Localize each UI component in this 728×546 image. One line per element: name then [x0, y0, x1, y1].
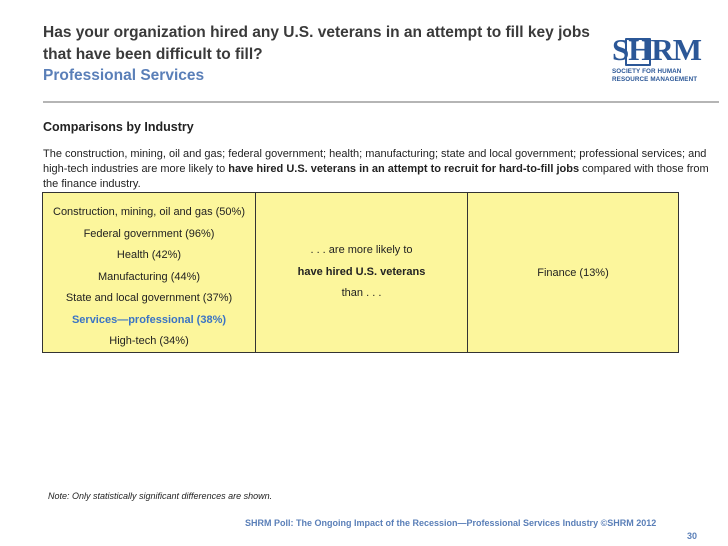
- industry-item-highlighted: Services—professional (38%): [71, 313, 227, 326]
- header-divider: [43, 101, 719, 103]
- tagline-line-2: RESOURCE MANAGEMENT: [612, 75, 698, 83]
- paragraph-text-2: compared with those from the finance industry.: [43, 163, 709, 190]
- industry-item: Manufacturing (44%): [97, 270, 201, 283]
- comparison-baseline-industry: Finance (13%): [537, 266, 609, 279]
- shrm-tagline: [612, 68, 700, 83]
- summary-paragraph: [43, 147, 713, 192]
- shrm-logo: [612, 34, 700, 90]
- comparison-left-column: [43, 193, 256, 352]
- comparison-right-column: [468, 193, 678, 352]
- slide-title: Has your organization hired any U.S. veterans in an attempt to fill key jobs that have been difficult to fill?: [43, 24, 590, 63]
- paragraph-text-1: The construction, mining, oil and gas; federal government; health; manufacturing; state and local government; professional services; and high-tech industries are more likely to: [43, 148, 707, 175]
- comparison-middle-column: [256, 193, 468, 352]
- comparison-phrase-1: . . . are more likely to: [310, 244, 413, 257]
- industry-item: Health (42%): [116, 249, 182, 261]
- footer-citation: SHRM Poll: The Ongoing Impact of the Recession—Professional Services Industry ©SHRM 2012: [245, 518, 657, 528]
- industry-item: Federal government (96%): [83, 227, 215, 240]
- wordmark-h: H: [628, 32, 652, 67]
- paragraph-bold-text: have hired U.S. veterans in an attempt to recruit for hard-to-fill jobs: [228, 163, 580, 175]
- tagline-line-1: SOCIETY FOR HUMAN: [612, 68, 682, 75]
- wordmark-rm: RM: [651, 32, 702, 67]
- comparison-phrase-3: than . . .: [341, 287, 382, 300]
- industry-item: State and local government (37%): [65, 292, 233, 304]
- comparison-table: [42, 192, 679, 353]
- section-heading: Comparisons by Industry: [43, 120, 194, 134]
- wordmark-s: S: [612, 32, 629, 67]
- footnote: Note: Only statistically significant differences are shown.: [48, 491, 273, 501]
- shrm-wordmark: [612, 34, 700, 66]
- industry-item: Construction, mining, oil and gas (50%): [53, 206, 245, 218]
- page-number: 30: [687, 531, 698, 541]
- slide-subtitle: Professional Services: [43, 67, 205, 84]
- industry-item: High-tech (34%): [109, 335, 189, 347]
- comparison-phrase-2: have hired U.S. veterans: [297, 265, 426, 278]
